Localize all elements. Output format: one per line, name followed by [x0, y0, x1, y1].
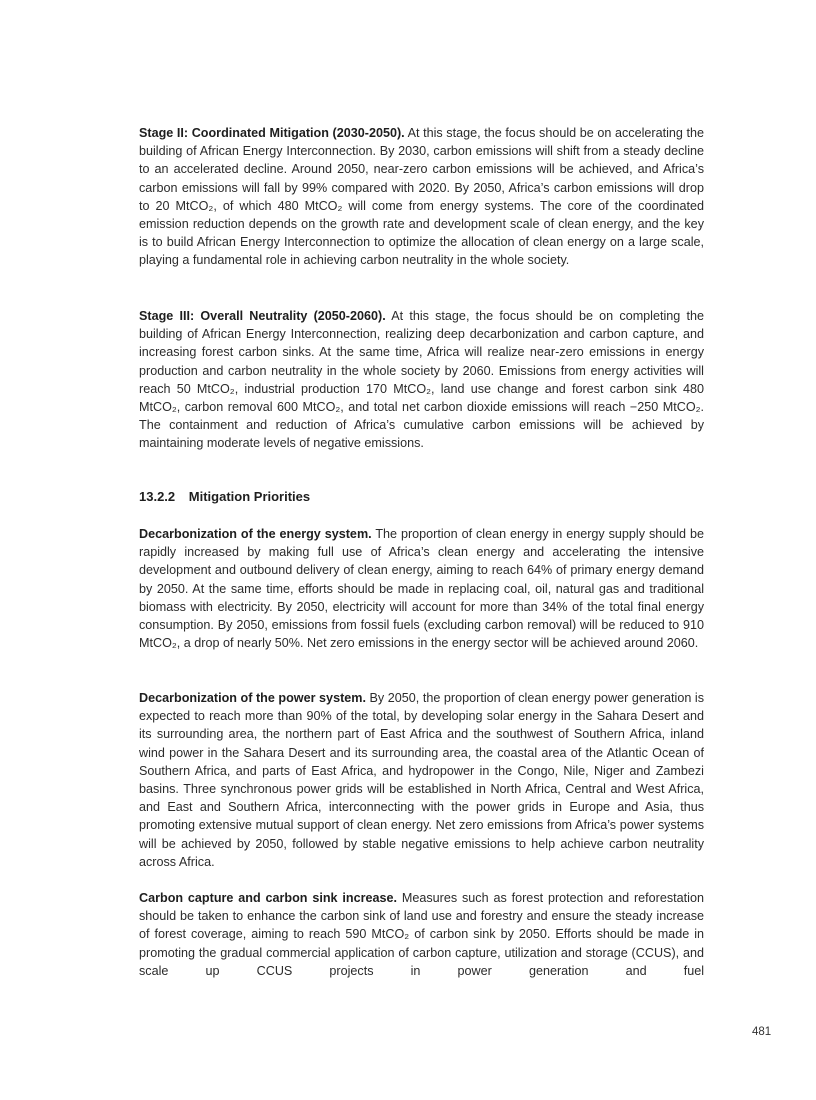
page-number: 481 [752, 1026, 772, 1038]
paragraph-text: By 2050, the proportion of clean energy power generation is expected to reach more than 90% of the total, by developing solar energy in the Sahara Desert and its surrounding area, the northern part of East Africa and the southwest of Southern Africa, inland wind power in the Sahara Desert and its surrounding area, the coastal area of the Atlantic Ocean of Southern Africa, and parts of East Africa, and hydropower in the Congo, Nile, Niger and Zambezi basins. Three synchronous power grids will be established in North Africa, Central and West Africa, and East and Southern Africa, interconnecting with the power grids in Europe and Asia, thus promoting extensive mutual support of clean energy. Net zero emissions from Africa’s power systems will be achieved by 2050, followed by stable negative emissions to help achieve carbon neutrality across Africa. [139, 691, 704, 869]
paragraph-power-system [139, 689, 704, 871]
paragraph-text: Measures such as forest protection and reforestation should be taken to enhance the carbon sink of land use and forestry and ensure the steady increase of forest coverage, aiming to reach 590 MtCO₂ of carbon sink by 2050. Efforts should be made in promoting the gradual commercial application of carbon capture, utilization and storage (CCUS), and scale up CCUS projects in power generation and fuel [139, 891, 704, 978]
paragraph-text: The proportion of clean energy in energy supply should be rapidly increased by making full use of Africa’s clean energy and accelerating the intensive development and outbound delivery of clean energy, aiming to reach 64% of primary energy demand by 2050. At the same time, efforts should be made in replacing coal, oil, natural gas and traditional biomass with electricity. By 2050, electricity will account for more than 34% of the total final energy consumption. By 2050, emissions from fossil fuels (excluding carbon removal) will be reduced to 910 MtCO₂, a drop of nearly 50%. Net zero emissions in the energy sector will be achieved around 2060. [139, 527, 704, 651]
section-title: Mitigation Priorities [188, 489, 311, 504]
paragraph-carbon-capture [139, 889, 704, 980]
paragraph-stage-iii [139, 307, 704, 453]
paragraph-text: At this stage, the focus should be on completing the building of African Energy Interconnection, realizing deep decarbonization and carbon capture, and increasing forest carbon sinks. At the same time, Africa will realize near-zero emissions in energy production and carbon neutrality in the whole society by 2060. Emissions from energy activities will reach 50 MtCO₂, industrial production 170 MtCO₂, land use change and forest carbon sink 480 MtCO₂, carbon removal 600 MtCO₂, and total net carbon dioxide emissions will reach −250 MtCO₂. The containment and reduction of Africa’s cumulative carbon emissions will be achieved by maintaining moderate levels of negative emissions. [139, 309, 705, 451]
section-heading [139, 489, 310, 504]
section-number: 13.2.2 [139, 489, 176, 504]
paragraph-lead: Stage III: Overall Neutrality (2050-2060). [139, 309, 386, 323]
paragraph-lead: Carbon capture and carbon sink increase. [139, 891, 398, 905]
paragraph-lead: Stage II: Coordinated Mitigation (2030-2050). [139, 126, 405, 140]
paragraph-lead: Decarbonization of the energy system. [139, 527, 372, 541]
paragraph-text: At this stage, the focus should be on accelerating the building of African Energy Interconnection. By 2030, carbon emissions will shift from a steady decline to an accelerated decline. Around 2050, near-zero carbon emissions will be achieved, and Africa’s carbon emissions will fall by 99% compared with 2020. By 2050, Africa’s carbon emissions will drop to 20 MtCO₂, of which 480 MtCO₂ will come from energy systems. The core of the coordinated emission reduction depends on the growth rate and development scale of clean energy, and the key is to build African Energy Interconnection to optimize the allocation of clean energy on a large scale, playing a fundamental role in achieving carbon neutrality in the whole society. [139, 126, 704, 268]
paragraph-energy-system [139, 525, 704, 652]
paragraph-stage-ii [139, 124, 704, 270]
paragraph-lead: Decarbonization of the power system. [139, 691, 366, 705]
